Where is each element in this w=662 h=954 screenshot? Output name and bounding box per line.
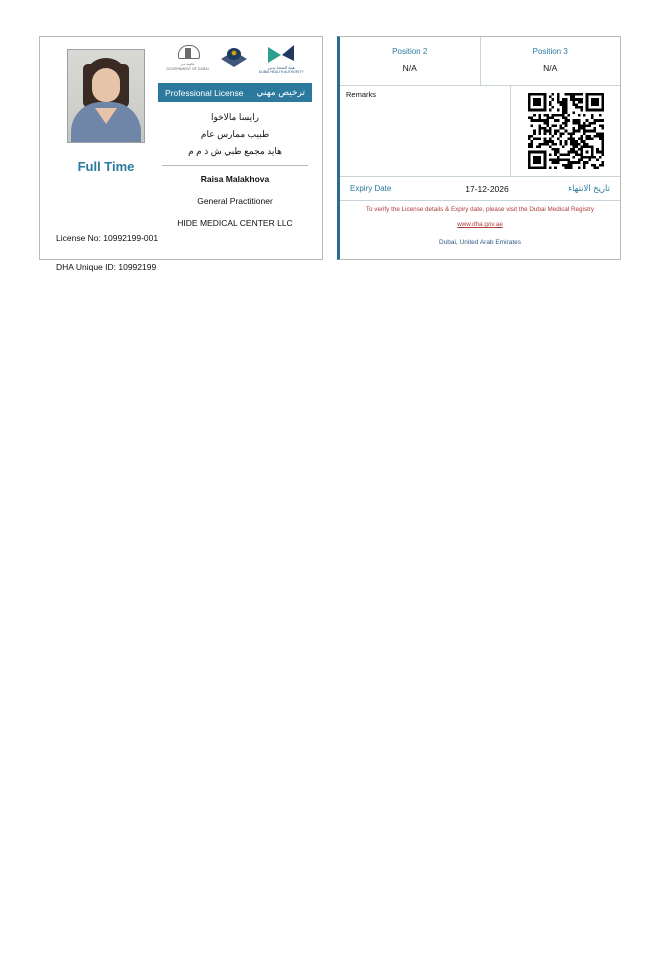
position-3-label: Position 3 bbox=[532, 47, 568, 56]
arabic-title: طبيب ممارس عام bbox=[200, 129, 270, 139]
arabic-facility: هايد مجمع طبي ش ذ م م bbox=[188, 146, 282, 156]
remarks-label: Remarks bbox=[346, 90, 377, 99]
city-line: Dubai, United Arab Emirates bbox=[438, 239, 521, 246]
holder-title: General Practitioner bbox=[197, 196, 273, 206]
dha-mark-icon bbox=[268, 45, 294, 65]
employment-type-label: Full Time bbox=[77, 159, 135, 174]
gov-caption-en: GOVERNMENT OF DUBAI bbox=[166, 67, 209, 71]
license-bar-label-en: Professional License bbox=[165, 87, 244, 98]
portrait-photo bbox=[67, 49, 145, 143]
position-2-label: Position 2 bbox=[392, 47, 428, 56]
government-of-dubai-logo bbox=[166, 45, 209, 71]
info-column bbox=[156, 37, 322, 259]
license-number-row bbox=[56, 233, 158, 243]
photo-column bbox=[40, 37, 159, 259]
falcon-svg bbox=[219, 45, 249, 71]
dubai-health-authority-logo bbox=[259, 45, 304, 75]
qr-code bbox=[528, 93, 604, 169]
license-card-back bbox=[337, 36, 621, 260]
falcon-icon bbox=[219, 45, 249, 71]
arabic-name: رايسا مالاخوا bbox=[210, 112, 260, 122]
dha-unique-id-row bbox=[56, 262, 156, 272]
english-details bbox=[158, 166, 312, 228]
qr-cell bbox=[510, 86, 620, 176]
logos-row bbox=[158, 45, 312, 79]
position-3-cell bbox=[480, 37, 621, 85]
dha-website-link[interactable]: www.dha.gov.ae bbox=[457, 221, 503, 228]
expiry-row bbox=[340, 177, 620, 201]
expiry-value: 17-12-2026 bbox=[465, 183, 509, 194]
dha-caption-ar: هيئة الصحة بدبي bbox=[267, 65, 295, 70]
dubai-emblem-icon bbox=[175, 45, 201, 61]
arabic-details bbox=[158, 102, 312, 160]
positions-row bbox=[340, 37, 620, 86]
expiry-label-en: Expiry Date bbox=[350, 184, 392, 193]
facility-name: HIDE MEDICAL CENTER LLC bbox=[177, 218, 293, 228]
expiry-label-ar: تاريخ الانتهاء bbox=[568, 183, 610, 193]
holder-name: Raisa Malakhova bbox=[200, 174, 270, 184]
verify-text: To verify the License details & Expiry date, please visit the Dubai Medical Registry bbox=[365, 206, 595, 213]
gov-caption-ar: حكومة دبي bbox=[180, 62, 195, 66]
remarks-row bbox=[340, 86, 620, 177]
position-3-value: N/A bbox=[543, 63, 558, 73]
remarks-cell bbox=[340, 86, 510, 176]
license-card-front bbox=[39, 36, 323, 272]
verify-block bbox=[340, 201, 620, 246]
position-2-cell bbox=[340, 37, 480, 85]
license-bar-label-ar: ترخيص مهني bbox=[256, 87, 305, 97]
dha-unique-id-value: 10992199 bbox=[118, 262, 157, 272]
license-number-value: 10992199-001 bbox=[103, 233, 159, 243]
dha-caption-en: DUBAI HEALTH AUTHORITY bbox=[258, 70, 304, 74]
position-2-value: N/A bbox=[402, 63, 417, 73]
dha-unique-id-label: DHA Unique ID: bbox=[56, 262, 116, 272]
professional-license-bar bbox=[158, 83, 312, 102]
license-number-label: License No: bbox=[56, 233, 101, 243]
